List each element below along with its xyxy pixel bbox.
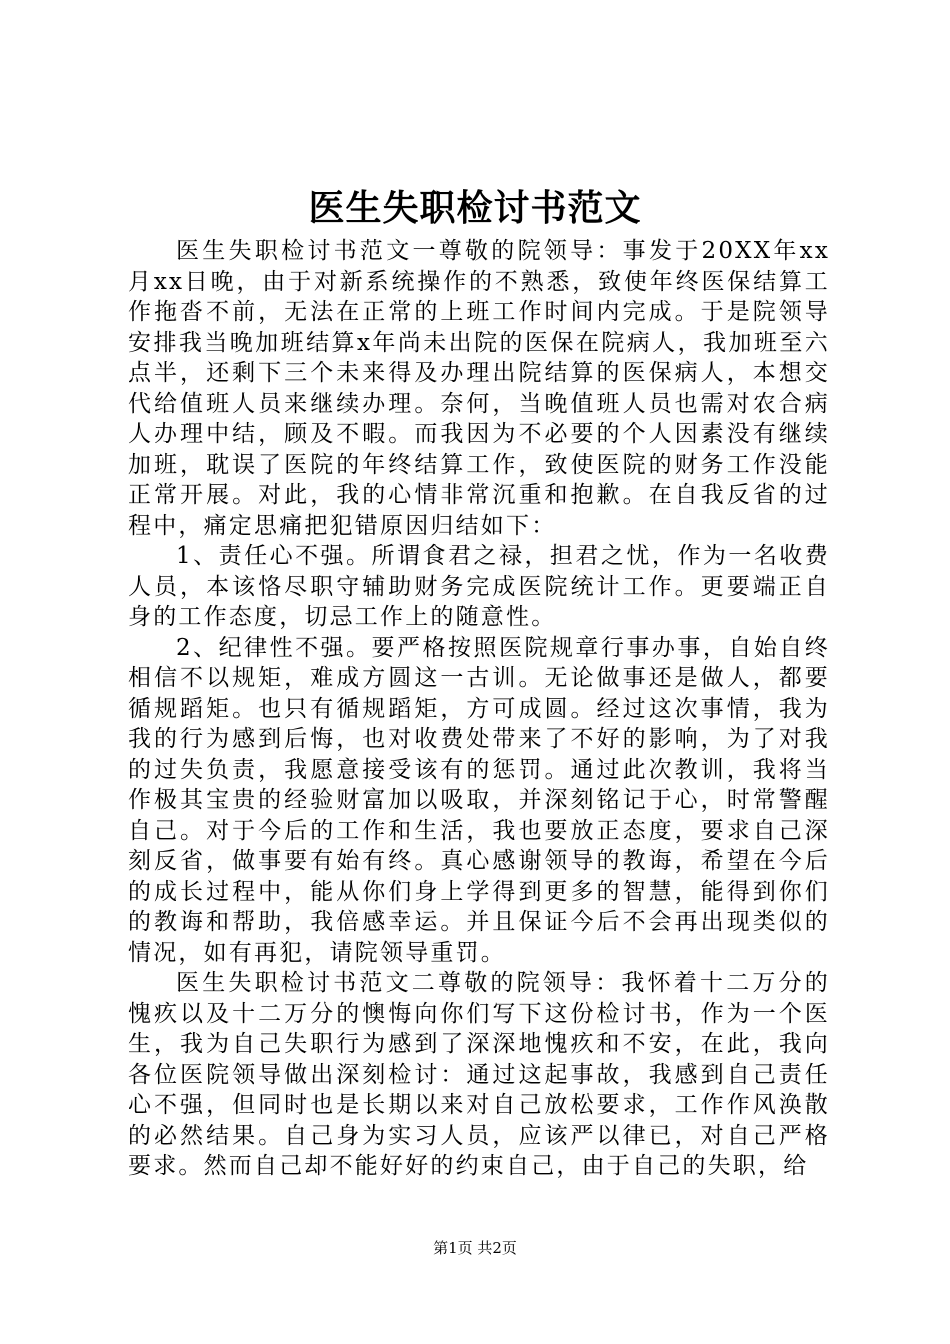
paragraph-point-2: 2、纪律性不强。要严格按照医院规章行事办事，自始自终相信不以规矩，难成方圆这一古训。无论做事还是做人，都要循规蹈矩。也只有循规蹈矩，方可成圆。经过这次事情，我为我的行为感到后悔，也对收费处带来了不好的影响，为了对我的过失负责，我愿意接受该有的惩罚。通过此次教训，我将当作极其宝贵的经验财富加以吸取，并深刻铭记于心，时常警醒自己。对于今后的工作和生活，我也要放正态度，要求自己深刻反省，做事要有始有终。真心感谢领导的教诲，希望在今后的成长过程中，能从你们身上学得到更多的智慧，能得到你们的教诲和帮助，我倍感幸运。并且保证今后不会再出现类似的情况，如有再犯，请院领导重罚。 [128, 634, 830, 966]
paragraph-intro: 医生失职检讨书范文一尊敬的院领导：事发于20XX年xx月xx日晚，由于对新系统操作的不熟悉，致使年终医保结算工作拖沓不前，无法在正常的上班工作时间内完成。于是院领导安排我当晚加班结算x年尚未出院的医保在院病人，我加班至六点半，还剩下三个未来得及办理出院结算的医保病人，本想交代给值班人员来继续办理。奈何，当晚值班人员也需对农合病人办理中结，顾及不暇。而我因为不必要的个人因素没有继续加班，耽误了医院的年终结算工作，致使医院的财务工作没能正常开展。对此，我的心情非常沉重和抱歉。在自我反省的过程中，痛定思痛把犯错原因归结如下： [128, 238, 830, 539]
page-footer: 第1页 共2页 [433, 1239, 517, 1257]
paragraph-sample-2: 医生失职检讨书范文二尊敬的院领导：我怀着十二万分的愧疚以及十二万分的懊悔向你们写下这份检讨书，作为一个医生，我为自己失职行为感到了深深地愧疚和不安，在此，我向各位医院领导做出深刻检讨：通过这起事故，我感到自己责任心不强，但同时也是长期以来对自己放松要求，工作作风涣散的必然结果。自己身为实习人员，应该严以律已，对自己严格要求。然而自己却不能好好的约束自己，由于自己的失职，给 [128, 970, 830, 1179]
document-title: 医生失职检讨书范文 [308, 187, 642, 229]
document-body [128, 236, 830, 1182]
paragraph-point-1: 1、责任心不强。所谓食君之禄，担君之忧，作为一名收费人员，本该恪尽职守辅助财务完成医院统计工作。更要端正自身的工作态度，切忌工作上的随意性。 [128, 543, 830, 630]
